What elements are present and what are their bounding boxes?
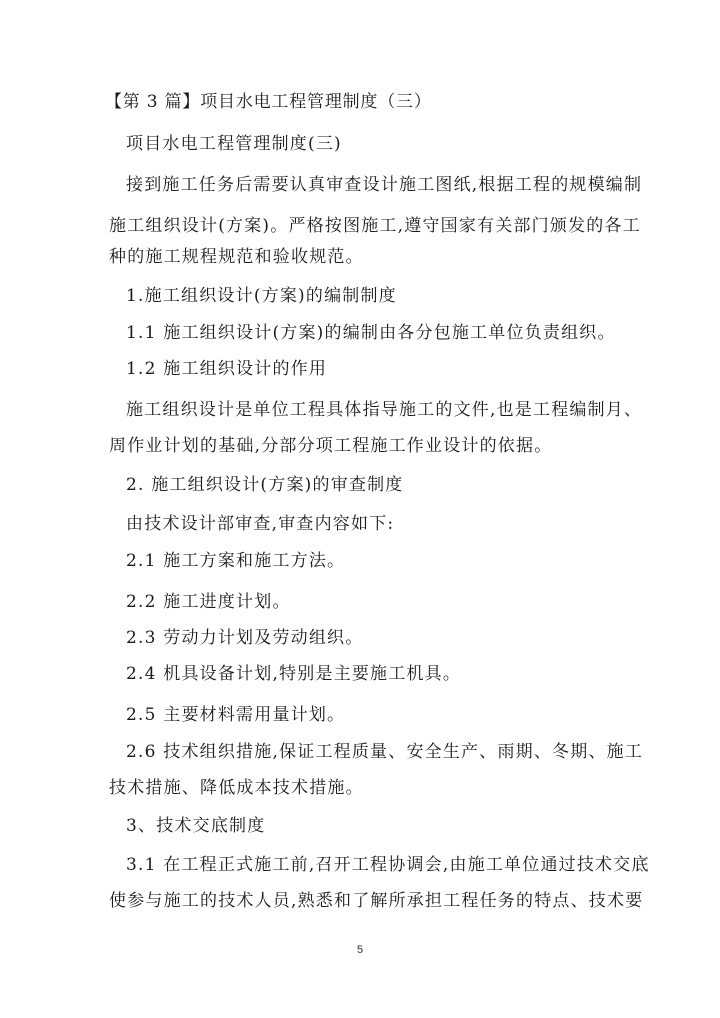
paragraph-line: 施工组织设计是单位工程具体指导施工的文件,也是工程编制月、 [126,400,643,420]
list-item: 2.3 劳动力计划及劳动组织。 [126,628,364,648]
subsection-title: 1.2 施工组织设计的作用 [126,359,328,379]
list-item: 2.6 技术组织措施,保证工程质量、安全生产、雨期、冬期、施工 [126,742,644,762]
section-title: 2. 施工组织设计(方案)的审查制度 [126,475,404,495]
list-item: 2.1 施工方案和施工方法。 [126,551,346,571]
list-item: 3.1 在工程正式施工前,召开工程协调会,由施工单位通过技术交底 [126,855,650,875]
paragraph-line: 接到施工任务后需要认真审查设计施工图纸,根据工程的规模编制 [126,175,643,195]
list-item: 1.1 施工组织设计(方案)的编制由各分包施工单位负责组织。 [126,323,616,343]
page-number: 5 [356,944,364,956]
paragraph-line: 种的施工规程规范和验收规范。 [109,247,364,267]
list-item-continuation: 技术措施、降低成本技术措施。 [109,778,364,798]
paragraph-line: 由技术设计部审查,审查内容如下: [126,514,395,534]
list-item-continuation: 使参与施工的技术人员,熟悉和了解所承担工程任务的特点、技术要 [109,891,644,911]
section-title: 3、技术交底制度 [126,816,266,836]
paragraph-line: 周作业计划的基础,分部分项工程施工作业设计的依据。 [109,436,553,456]
list-item: 2.4 机具设备计划,特别是主要施工机具。 [126,664,462,684]
list-item: 2.5 主要材料需用量计划。 [126,705,346,725]
section-heading: 【第 3 篇】项目水电工程管理制度（三） [105,92,432,112]
paragraph-line: 施工组织设计(方案)。严格按图施工,遵守国家有关部门颁发的各工 [109,216,641,236]
section-title: 1.施工组织设计(方案)的编制制度 [126,286,397,306]
document-title: 项目水电工程管理制度(三) [126,134,342,154]
list-item: 2.2 施工进度计划。 [126,592,291,612]
